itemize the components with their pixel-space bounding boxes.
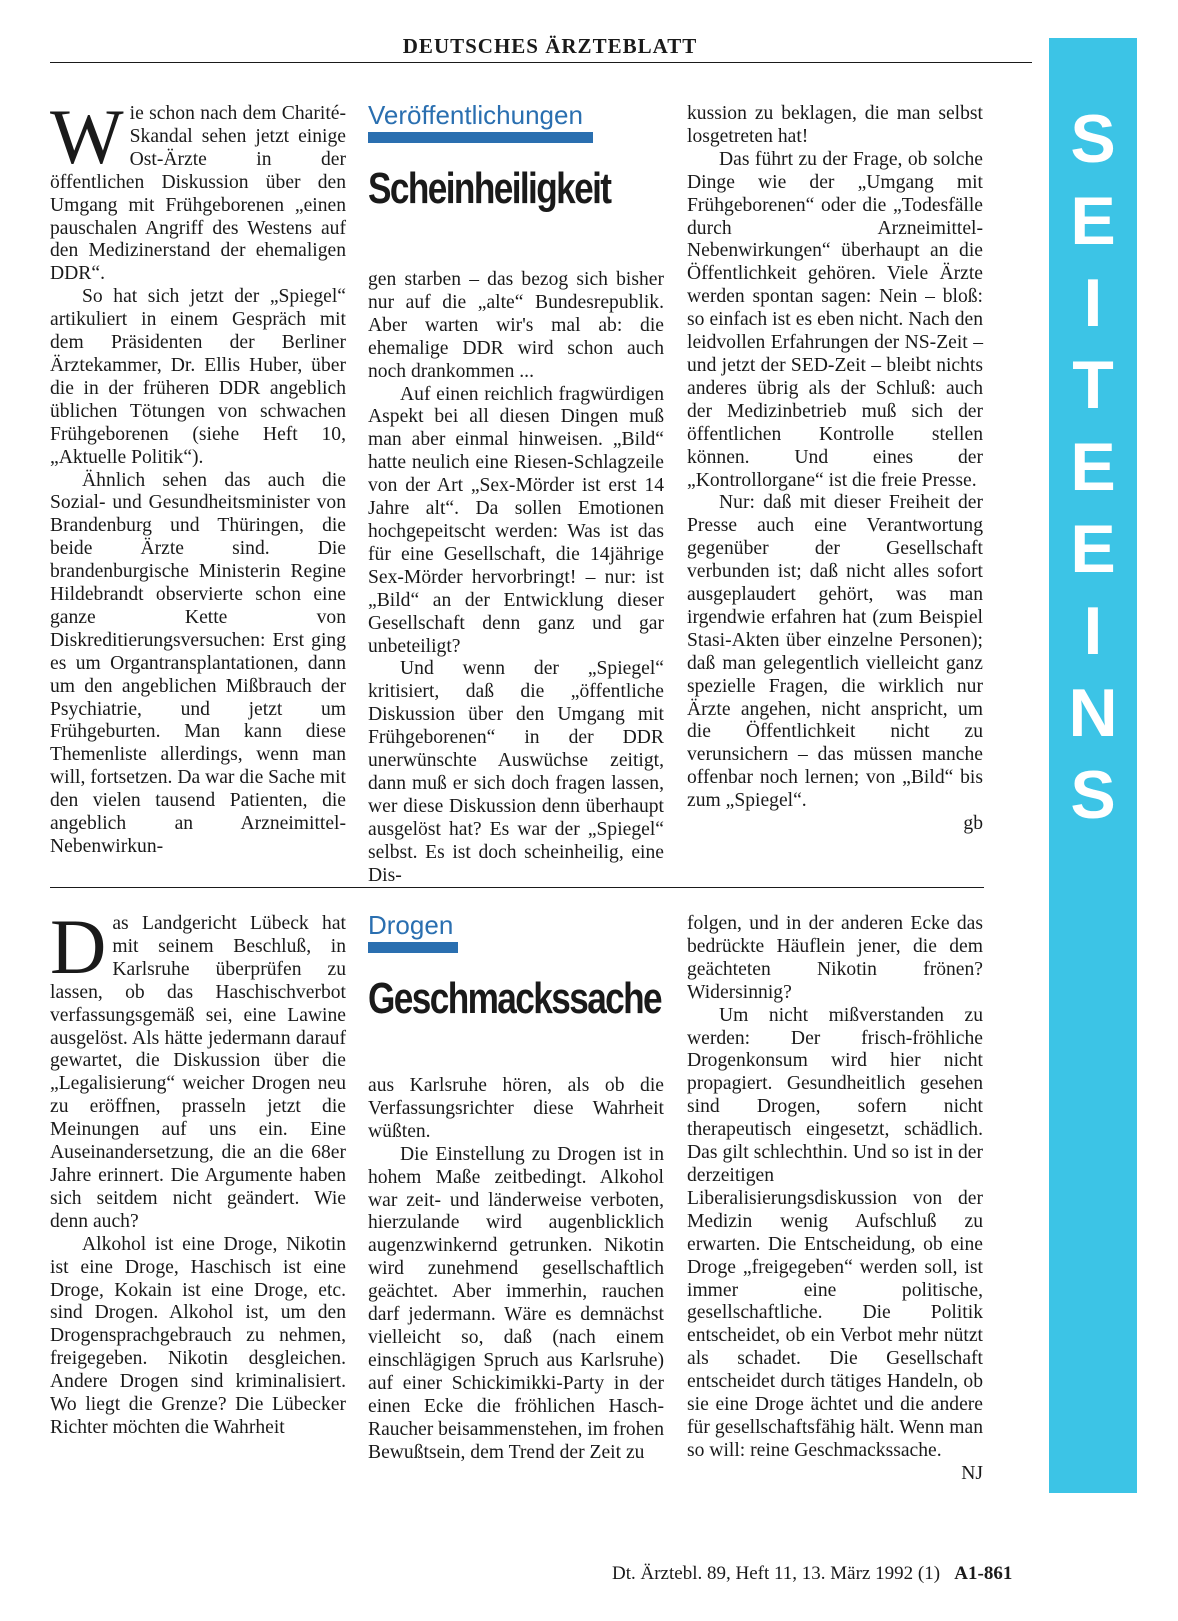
- article2-paragraph: Die Einstellung zu Drogen ist in hohem Maße zeitbedingt. Alkohol war zeit- und länderweise verboten, hierzulande wird augenblicklich augenzwinkernd getrunken. Nikotin wird zunehmend gesellschaftlich geächtet. Aber immerhin, rauchen darf jedermann. Wäre es demnächst vielleicht so, daß (nach einem einschlägigen Spruch aus Karlsruhe) auf einer Schickimikki-Party in der einen Ecke die fröhlichen Hasch-Raucher beisammenstehen, im frohen Bewußtsein, dem Trend der Zeit zu: [368, 1143, 664, 1463]
- article2-signature: NJ: [961, 1462, 983, 1484]
- sidebar-banner: [1049, 38, 1137, 1493]
- footer: [612, 1563, 1012, 1585]
- sidebar-letter: E: [1070, 429, 1116, 505]
- article1-paragraph: gen starben – das bezog sich bisher nur auf die „alte“ Bundesrepublik. Aber warten wir's mal ab: die ehemalige DDR wird schon auch noch drankommen ...: [368, 269, 664, 382]
- article2-paragraph: folgen, und in der anderen Ecke das bedrückte Häuflein jener, die dem geächteten Nikotin frönen? Widersinnig?: [687, 913, 983, 1003]
- sidebar-letter: E: [1070, 183, 1116, 259]
- article1-paragraph: Nur: daß mit dieser Freiheit der Presse auch eine Verantwortung gegenüber der Gesellschaft verbunden ist; daß nicht alles sofort ausgeplaudert gehört, was man irgendwie erfahren hat (zum Beispiel Stasi-Akten über einzelne Personen); daß man gelegentlich vielleicht ganz spezielle Fragen, die wirklich nur Ärzte angehen, nicht anspricht, um die Öffentlichkeit nicht zu verunsichern – das müssen manche offenbar noch lernen; von „Bild“ bis zum „Spiegel“.: [687, 492, 983, 812]
- page-number: A1-861: [954, 1563, 1013, 1584]
- sidebar-letter: T: [1072, 347, 1114, 423]
- article2-paragraph: Alkohol ist eine Droge, Nikotin ist eine Droge, Haschisch ist eine Droge, Kokain ist eine Droge, etc. sind Drogen. Alkohol ist, um den Drogensprachgebrauch zu nehmen, freigegeben. Nikotin desgleichen. Andere Drogen sind kriminalisiert. Wo liegt die Grenze? Die Lübecker Richter möchten die Wahrheit: [50, 1233, 346, 1438]
- footer-citation: Dt. Ärztebl. 89, Heft 11, 13. März 1992 (1): [612, 1563, 941, 1584]
- article2-headline: Geschmackssache: [368, 974, 662, 1023]
- sidebar-letter: E: [1070, 511, 1116, 587]
- article2-kicker: Drogen: [368, 910, 454, 940]
- sidebar-letter: I: [1083, 593, 1103, 669]
- article1-paragraph: So hat sich jetzt der „Spiegel“ artikuliert in einem Gespräch mit dem Präsidenten der Berliner Ärztekammer, Dr. Ellis Huber, über die in der früheren DDR angeblich üblichen Tötungen von schwachen Frühgeborenen (siehe Heft 10, „Aktuelle Politik“).: [50, 286, 346, 468]
- article2-paragraph: Um nicht mißverstanden zu werden: Der frisch-fröhliche Drogenkonsum wird hier nicht propagiert. Gesundheitlich gesehen sind Drogen, sofern nicht therapeutisch eingesetzt, schädlich. Das gilt schlechthin. Und so ist in der derzeitigen Liberalisierungsdiskussion von der Medizin wenig Aufschluß zu erwarten. Die Entscheidung, ob eine Droge „freigegeben“ werden soll, ist immer eine politische, gesellschaftliche. Die Politik entscheidet, ob ein Verbot mehr nützt als schadet. Die Gesellschaft entscheidet durch tätiges Handeln, ob sie eine Droge ächtet und die andere für gesellschaftsfähig hält. Wenn man so will: reine Geschmackssache.: [687, 1004, 983, 1461]
- sidebar-section-label: [1049, 98, 1137, 836]
- article1-paragraph: kussion zu beklagen, die man selbst losgetreten hat!: [687, 103, 983, 147]
- sidebar-letter: S: [1070, 101, 1116, 177]
- article2-column-1: [50, 903, 346, 1440]
- sidebar-letter: I: [1083, 265, 1103, 341]
- article1-headline: Scheinheiligkeit: [368, 164, 611, 213]
- article1-kicker-bar: [368, 132, 593, 143]
- article1-dropcap: W: [50, 93, 124, 180]
- article1-signature: gb: [963, 813, 983, 835]
- masthead-rule: [50, 62, 1032, 63]
- article1-paragraph: Ähnlich sehen das auch die Sozial- und Gesundheitsminister von Brandenburg und Thüringen, die beide Ärzte sind. Die brandenburgische Ministerin Regine Hildebrandt observierte schon eine ganze Kette von Diskreditierungsversuchen: Erst ging es um Organtransplantationen, dann um den angeblichen Mißbrauch der Psychiatrie, und jetzt um Frühgeburten. Man kann diese Themenliste allerdings, wenn man will, fortsetzen. Da war die Sache mit den vielen tausend Patienten, die angeblich an Arzneimittel-Nebenwirkun-: [50, 469, 346, 857]
- article2-kicker-bar: [368, 942, 458, 953]
- article-divider: [50, 887, 984, 888]
- article2-dropcap: D: [50, 903, 107, 990]
- article1-paragraph: Das führt zu der Frage, ob solche Dinge wie der „Umgang mit Frühgeborenen“ oder die „Todesfälle durch Arzneimittel-Nebenwirkungen“ überhaupt an die Öffentlichkeit gehören. Viele Ärzte werden spontan sagen: Nein – bloß: so einfach ist es eben nicht. Nach den leidvollen Erfahrungen der NS-Zeit – und jetzt der SED-Zeit – bleibt nichts anderes übrig als der Schluß: auch der Medizinbetrieb muß sich der öffentlichen Kontrolle stellen können. Und eines der „Kontrollorgane“ ist die freie Presse.: [687, 148, 983, 491]
- sidebar-letter: S: [1070, 757, 1116, 833]
- article2-column-2: [368, 910, 664, 1464]
- article1-paragraph: ie schon nach dem Charité-Skandal sehen jetzt einige Ost-Ärzte in der öffentlichen Diskussion über den Umgang mit Frühgeborenen „einen pauschalen Angriff des Westens auf den Medizinerstand der ehemaligen DDR“.: [50, 103, 346, 285]
- article1-paragraph: Auf einen reichlich fragwürdigen Aspekt bei all diesen Dingen muß man aber einmal hinweisen. „Bild“ hatte neulich eine Riesen-Schlagzeile von der Art „Sex-Mörder ist erst 14 Jahre alt“. Da sollen Emotionen hochgepeitscht werden: Was ist das für eine Gesellschaft, die 14jährige Sex-Mörder hervorbringt! – nur: ist „Bild“ an der Entwicklung dieser Gesellschaft denn ganz und gar unbeteiligt?: [368, 383, 664, 657]
- article2-paragraph: aus Karlsruhe hören, als ob die Verfassungsrichter diese Wahrheit wüßten.: [368, 1075, 664, 1142]
- article2-paragraph: as Landgericht Lübeck hat mit seinem Beschluß, in Karlsruhe überprüfen zu lassen, ob das Haschischverbot verfassungsgemäß sei, eine Lawine ausgelöst. Als hätte jedermann darauf gewartet, die Diskussion über die „Legalisierung“ weicher Drogen neu zu eröffnen, prasseln jetzt die Meinungen auf uns ein. Eine Auseinandersetzung, die an die 68er Jahre erinnert. Die Argumente haben sich seitdem nicht geändert. Wie denn auch?: [50, 913, 346, 1232]
- article1-column-3: [687, 103, 983, 836]
- article1-column-1: [50, 93, 346, 859]
- sidebar-letter: N: [1068, 675, 1118, 751]
- article1-column-2: [368, 100, 664, 887]
- masthead: DEUTSCHES ÄRZTEBLATT: [402, 34, 698, 58]
- article2-column-3: [687, 913, 983, 1486]
- article1-paragraph: Und wenn der „Spiegel“ kritisiert, daß die „öffentliche Diskussion über den Umgang mit Frühgeborenen“ in der DDR unerwünschte Auswüchse zeitigt, dann muß er sich doch fragen lassen, wer diese Diskussion denn überhaupt ausgelöst hat? Es war der „Spiegel“ selbst. Es ist doch scheinheilig, eine Dis-: [368, 658, 664, 886]
- article1-kicker: Veröffentlichungen: [368, 100, 583, 130]
